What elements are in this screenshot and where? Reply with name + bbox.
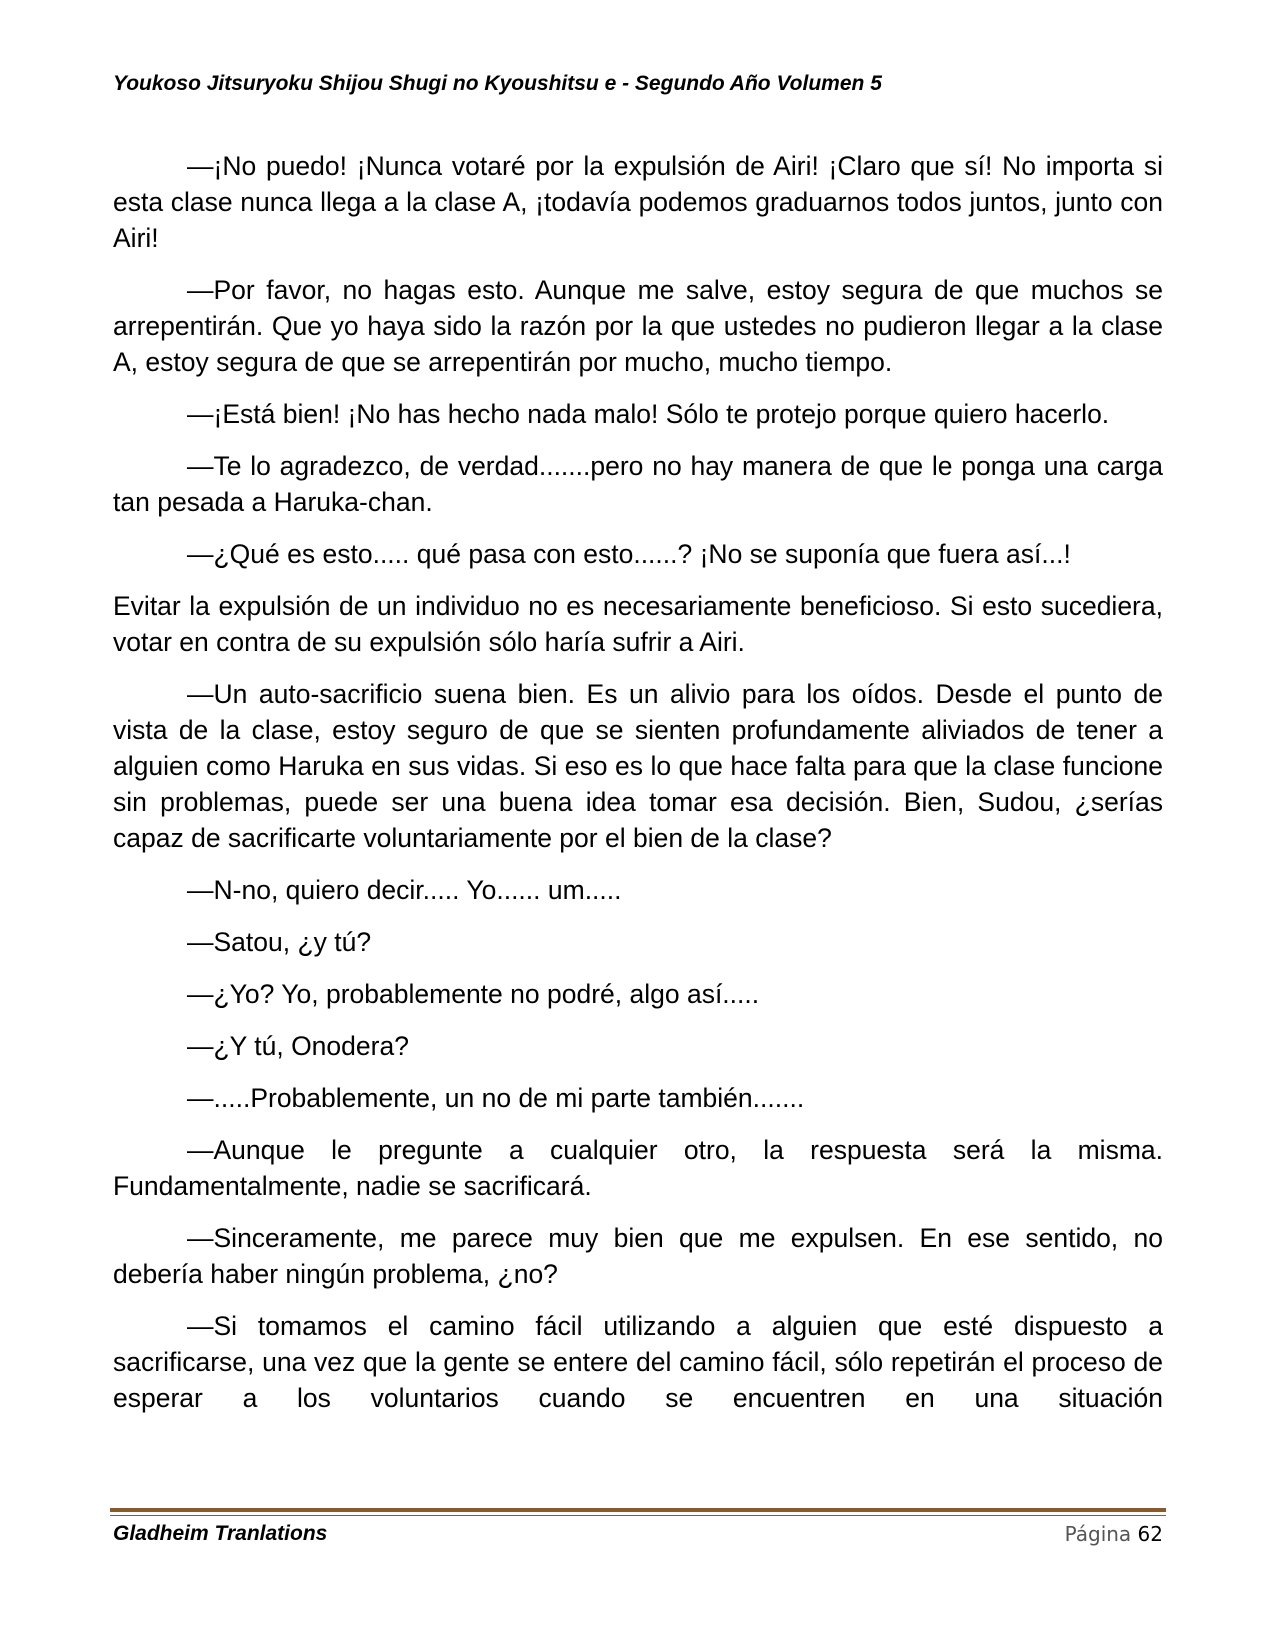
footer-translator: Gladheim Tranlations <box>113 1522 328 1545</box>
paragraph: —¿Qué es esto..... qué pasa con esto......? ¡No se suponía que fuera así...! <box>187 539 1071 569</box>
paragraph: —Satou, ¿y tú? <box>187 927 372 957</box>
paragraph: —Por favor, no hagas esto. Aunque me salve, estoy segura de que muchos se arrepentirán. Que yo haya sido la razón por la que ustedes no pudieron llegar a la clase A, estoy segura de que se arrepentirán por mucho, mucho tiempo. <box>113 275 1163 377</box>
paragraph: —¡No puedo! ¡Nunca votaré por la expulsión de Airi! ¡Claro que sí! No importa si esta clase nunca llega a la clase A, ¡todavía podemos graduarnos todos juntos, junto con Airi! <box>113 151 1163 253</box>
paragraph: —Te lo agradezco, de verdad.......pero no hay manera de que le ponga una carga tan pesada a Haruka-chan. <box>113 451 1163 517</box>
paragraph: Evitar la expulsión de un individuo no es necesariamente beneficioso. Si esto sucediera, votar en contra de su expulsión sólo haría sufrir a Airi. <box>113 591 1163 657</box>
footer-divider-thin <box>110 1515 1166 1516</box>
page-number-value: 62 <box>1137 1522 1163 1546</box>
running-header: Youkoso Jitsuryoku Shijou Shugi no Kyoushitsu e - Segundo Año Volumen 5 <box>113 72 882 95</box>
page-label: Página <box>1064 1522 1132 1546</box>
paragraph: —¿Yo? Yo, probablemente no podré, algo así..... <box>187 979 760 1009</box>
paragraph: —¡Está bien! ¡No has hecho nada malo! Sólo te protejo porque quiero hacerlo. <box>187 399 1110 429</box>
page-number <box>1065 1522 1163 1546</box>
body-text <box>113 148 1163 1432</box>
footer-divider <box>110 1508 1166 1512</box>
paragraph: —Sinceramente, me parece muy bien que me expulsen. En ese sentido, no debería haber ningún problema, ¿no? <box>113 1223 1163 1289</box>
paragraph: —Un auto-sacrificio suena bien. Es un alivio para los oídos. Desde el punto de vista de la clase, estoy seguro de que se sienten profundamente aliviados de tener a alguien como Haruka en sus vidas. Si eso es lo que hace falta para que la clase funcione sin problemas, puede ser una buena idea tomar esa decisión. Bien, Sudou, ¿serías capaz de sacrificarte voluntariamente por el bien de la clase? <box>113 679 1163 853</box>
paragraph: —Aunque le pregunte a cualquier otro, la respuesta será la misma. Fundamentalmente, nadie se sacrificará. <box>113 1135 1163 1201</box>
paragraph: —¿Y tú, Onodera? <box>187 1031 409 1061</box>
paragraph: —N-no, quiero decir..... Yo...... um..... <box>187 875 622 905</box>
paragraph: —Si tomamos el camino fácil utilizando a alguien que esté dispuesto a sacrificarse, una vez que la gente se entere del camino fácil, sólo repetirán el proceso de esperar a los voluntarios cuando se encuentren en una situación <box>113 1311 1163 1413</box>
paragraph: —.....Probablemente, un no de mi parte también....... <box>187 1083 805 1113</box>
